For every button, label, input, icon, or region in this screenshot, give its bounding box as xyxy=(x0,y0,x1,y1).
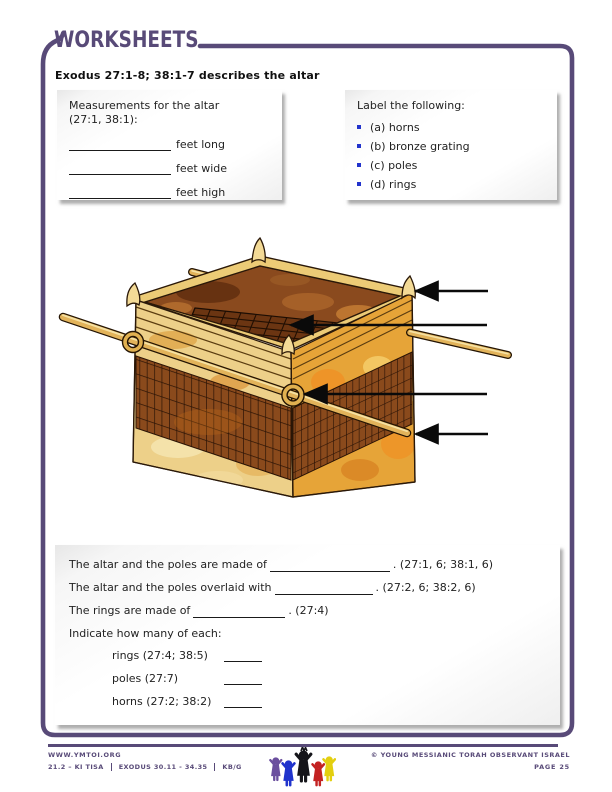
count-row-rings: rings (27:4; 38:5) xyxy=(112,649,546,662)
pole-right-segment xyxy=(410,331,508,355)
answer-blank-rings xyxy=(193,605,285,618)
questions-box xyxy=(55,545,560,725)
logo-figure-red xyxy=(312,762,323,785)
footer-lesson: 21.2 – KI TISA xyxy=(48,763,104,771)
horn-back xyxy=(252,238,265,262)
answer-blank-made-of xyxy=(270,559,390,572)
answer-blank-horns-count xyxy=(224,695,262,708)
footer-lesson-line xyxy=(48,763,249,771)
scripture-heading: Exodus 27:1-8; 38:1-7 describes the altar xyxy=(55,69,320,82)
horn-right xyxy=(402,276,415,298)
measurements-heading: Measurements for the altar (27:1, 38:1): xyxy=(69,99,220,126)
answer-blank-feet-high xyxy=(69,186,171,199)
measure-row-high: feet high xyxy=(69,186,270,199)
label-item-d: (d) rings xyxy=(357,178,545,191)
label-item-b: (b) bronze grating xyxy=(357,140,545,153)
logo-figure-blue xyxy=(283,761,295,785)
footer-left xyxy=(48,751,249,771)
count-row-poles: poles (27:7) xyxy=(112,672,546,685)
ymtoi-logo xyxy=(268,747,336,787)
footer-page-number: PAGE 25 xyxy=(534,763,570,771)
bullet-square-icon xyxy=(357,125,361,129)
answer-blank-rings-count xyxy=(224,649,262,662)
question-overlaid-with: The altar and the poles overlaid with . (27:2, 6; 38:2, 6) xyxy=(69,581,476,594)
bullet-square-icon xyxy=(357,144,361,148)
question-rings-made-of: The rings are made of . (27:4) xyxy=(69,604,329,617)
logo-figure-yellow xyxy=(323,757,334,780)
measure-row-long: feet long xyxy=(69,138,270,151)
label-item-c: (c) poles xyxy=(357,159,545,172)
answer-blank-overlaid xyxy=(275,582,373,595)
page-title: WORKSHEETS xyxy=(54,28,199,53)
answer-blank-poles-count xyxy=(224,672,262,685)
answer-blank-feet-long xyxy=(69,138,171,151)
footer-right xyxy=(371,751,570,771)
footer-initials: KB/G xyxy=(214,763,248,771)
answer-blank-feet-wide xyxy=(69,162,171,175)
label-box xyxy=(345,90,557,200)
bullet-square-icon xyxy=(357,163,361,167)
logo-figure-black xyxy=(296,751,311,781)
footer-scripture: EXODUS 30.11 - 34.35 xyxy=(111,763,215,771)
bullet-square-icon xyxy=(357,182,361,186)
indicate-heading: Indicate how many of each: xyxy=(69,627,222,640)
question-made-of: The altar and the poles are made of . (27:1, 6; 38:1, 6) xyxy=(69,558,494,571)
altar-illustration xyxy=(58,232,520,527)
horn-left xyxy=(127,283,140,306)
footer-website: WWW.YMTOI.ORG xyxy=(48,751,122,759)
measure-row-wide: feet wide xyxy=(69,162,270,175)
count-row-horns: horns (27:2; 38:2) xyxy=(112,695,546,708)
logo-figure-purple xyxy=(270,758,281,780)
label-heading: Label the following: xyxy=(357,99,465,112)
measurements-box xyxy=(57,90,282,200)
footer-copyright: © YOUNG MESSIANIC TORAH OBSERVANT ISRAEL xyxy=(370,751,570,759)
logo-black-crown xyxy=(301,747,307,751)
label-item-a: (a) horns xyxy=(357,121,545,134)
